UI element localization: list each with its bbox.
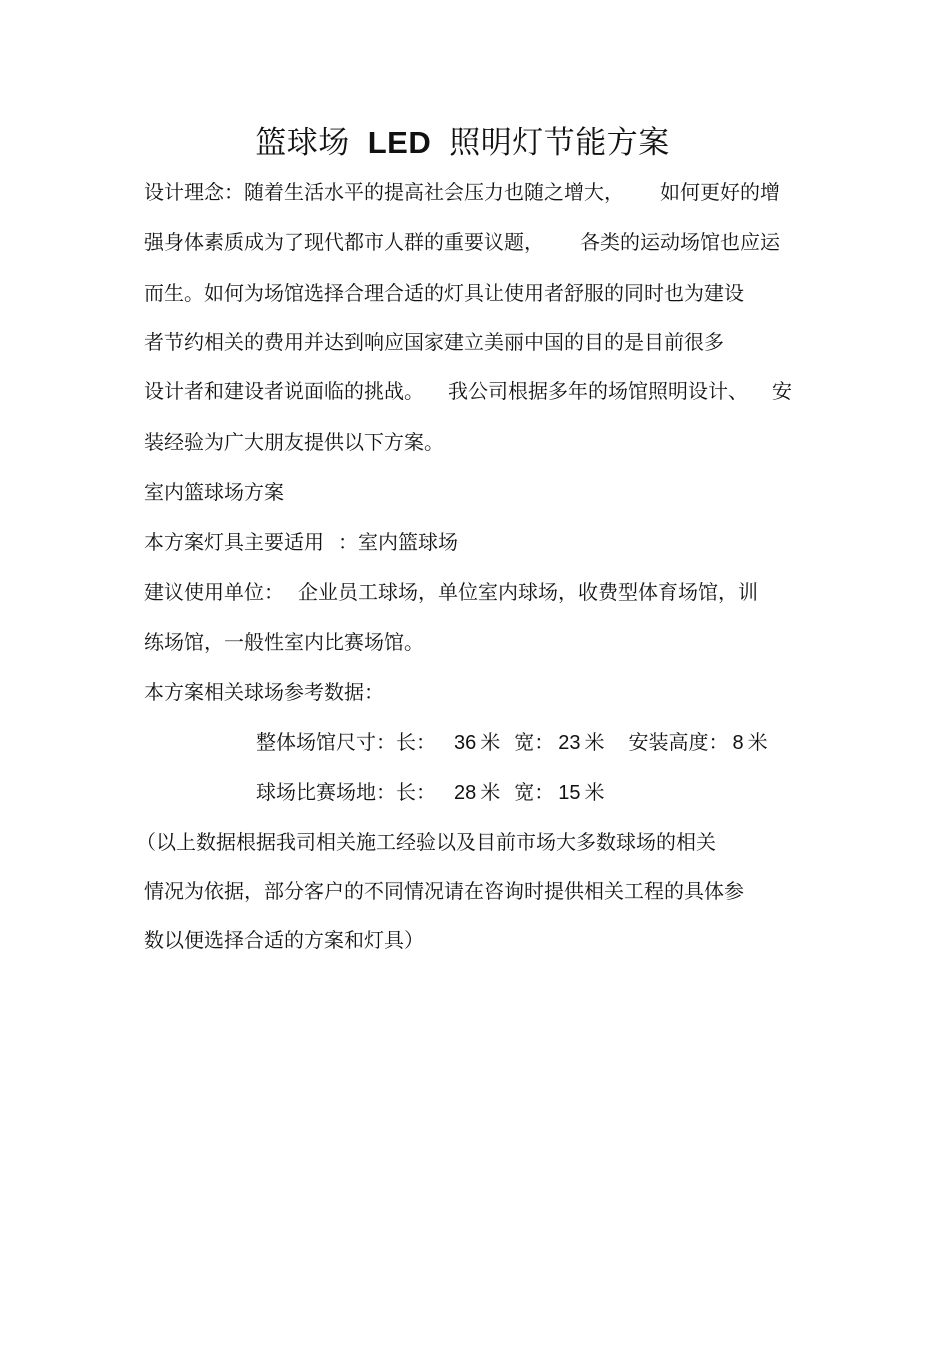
venue-unit-1: 米 bbox=[480, 730, 501, 754]
note-line-2: 情况为依据，部分客户的不同情况请在咨询时提供相关工程的具体参 bbox=[144, 879, 744, 903]
venue-unit-3: 米 bbox=[747, 730, 768, 754]
title-prefix: 篮球场 bbox=[255, 125, 350, 161]
intro-line-2a: 强身体素质成为了现代都市人群的重要议题， bbox=[144, 230, 544, 254]
applicable-line bbox=[144, 527, 458, 557]
intro-line-1 bbox=[144, 177, 780, 207]
court-dimensions bbox=[256, 777, 605, 807]
page-title bbox=[0, 118, 925, 168]
title-suffix: 照明灯节能方案 bbox=[449, 125, 670, 161]
venue-length: 36 bbox=[454, 732, 477, 754]
intro-line-5 bbox=[144, 376, 792, 406]
reference-heading: 本方案相关球场参考数据： bbox=[144, 680, 384, 704]
note-line-3: 数以便选择合适的方案和灯具） bbox=[144, 928, 424, 952]
note-line-1: （以上数据根据我司相关施工经验以及目前市场大多数球场的相关 bbox=[136, 830, 716, 854]
court-width-label: 宽： bbox=[514, 780, 555, 804]
venue-label: 整体场馆尺寸：长： bbox=[256, 730, 436, 754]
recommended-line-1-text: 企业员工球场，单位室内球场，收费型体育场馆，训 bbox=[298, 580, 758, 604]
recommended-line-2: 练场馆，一般性室内比赛场馆。 bbox=[144, 630, 424, 654]
title-led: LED bbox=[367, 125, 432, 160]
court-width: 15 bbox=[558, 782, 581, 804]
intro-line-1a: 设计理念：随着生活水平的提高社会压力也随之增大， bbox=[144, 180, 624, 204]
venue-height: 8 bbox=[732, 732, 744, 754]
court-unit-2: 米 bbox=[584, 780, 605, 804]
intro-line-2b: 各类的运动场馆也应运 bbox=[580, 230, 780, 254]
recommended-line-1 bbox=[144, 577, 758, 607]
intro-line-2 bbox=[144, 227, 780, 257]
intro-line-5c: 安 bbox=[772, 379, 792, 403]
applicable-label: 本方案灯具主要适用 bbox=[144, 530, 324, 554]
applicable-value: ：室内篮球场 bbox=[338, 530, 458, 554]
intro-line-6: 装经验为广大朋友提供以下方案。 bbox=[144, 430, 444, 454]
court-length: 28 bbox=[454, 782, 477, 804]
venue-height-label: 安装高度： bbox=[628, 730, 729, 754]
court-unit-1: 米 bbox=[480, 780, 501, 804]
section-heading: 室内篮球场方案 bbox=[144, 480, 284, 504]
venue-dimensions bbox=[256, 727, 768, 757]
recommended-label: 建议使用单位： bbox=[144, 580, 284, 604]
intro-line-1b: 如何更好的增 bbox=[660, 180, 780, 204]
venue-width-label: 宽： bbox=[514, 730, 555, 754]
intro-line-5b: 我公司根据多年的场馆照明设计、 bbox=[448, 379, 748, 403]
court-label: 球场比赛场地：长： bbox=[256, 780, 436, 804]
intro-line-5a: 设计者和建设者说面临的挑战。 bbox=[144, 379, 424, 403]
intro-line-4: 者节约相关的费用并达到响应国家建立美丽中国的目的是目前很多 bbox=[144, 330, 724, 354]
intro-line-3: 而生。如何为场馆选择合理合适的灯具让使用者舒服的同时也为建设 bbox=[144, 281, 744, 305]
venue-width: 23 bbox=[558, 732, 581, 754]
venue-unit-2: 米 bbox=[584, 730, 605, 754]
